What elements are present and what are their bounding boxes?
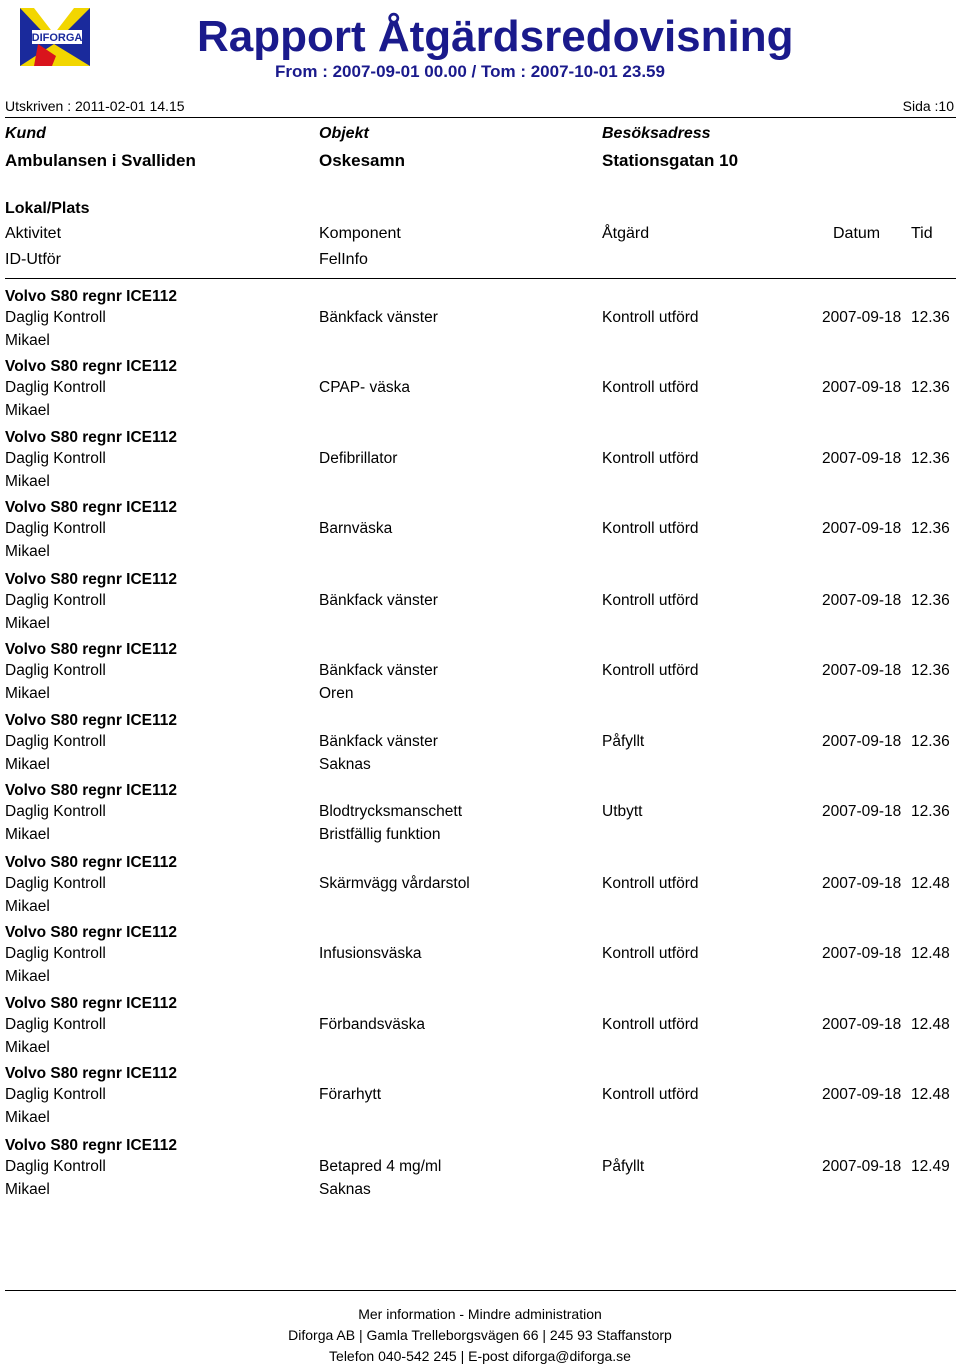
row-aktivitet: Daglig Kontroll [5, 592, 106, 609]
row-utforare: Mikael [5, 1181, 50, 1198]
row-lokal: Volvo S80 regnr ICE112 [5, 571, 178, 588]
row-atgard: Kontroll utförd [602, 520, 699, 537]
row-utforare: Mikael [5, 543, 50, 560]
row-atgard: Kontroll utförd [602, 945, 699, 962]
row-lokal: Volvo S80 regnr ICE112 [5, 995, 178, 1012]
row-lokal: Volvo S80 regnr ICE112 [5, 641, 178, 658]
logo-text: DIFORGA [31, 32, 83, 44]
row-utforare: Mikael [5, 685, 50, 702]
row-lokal: Volvo S80 regnr ICE112 [5, 712, 178, 729]
row-komponent: Bänkfack vänster [319, 309, 438, 326]
row-lokal: Volvo S80 regnr ICE112 [5, 854, 178, 871]
row-komponent: Infusionsväska [319, 945, 422, 962]
row-datum: 2007-09-18 [822, 1158, 902, 1175]
row-komponent: Barnväska [319, 520, 393, 537]
row-utforare: Mikael [5, 1039, 50, 1056]
row-tid: 12.49 [911, 1158, 950, 1175]
row-utforare: Mikael [5, 1109, 50, 1126]
row-komponent: Bänkfack vänster [319, 592, 438, 609]
col-id-utfor: ID-Utför [5, 251, 61, 268]
row-komponent: Blodtrycksmanschett [319, 803, 462, 820]
row-felinfo: Saknas [319, 756, 371, 773]
row-aktivitet: Daglig Kontroll [5, 450, 106, 467]
row-tid: 12.36 [911, 662, 950, 679]
report-title: Rapport Åtgärdsredovisning [197, 12, 794, 61]
adress-value: Stationsgatan 10 [602, 151, 739, 170]
col-atgard: Åtgärd [602, 225, 650, 242]
row-datum: 2007-09-18 [822, 309, 902, 326]
row-atgard: Kontroll utförd [602, 450, 699, 467]
row-aktivitet: Daglig Kontroll [5, 945, 106, 962]
row-aktivitet: Daglig Kontroll [5, 309, 106, 326]
row-datum: 2007-09-18 [822, 945, 902, 962]
row-lokal: Volvo S80 regnr ICE112 [5, 782, 178, 799]
row-komponent: Betapred 4 mg/ml [319, 1158, 442, 1175]
row-atgard: Påfyllt [602, 1158, 645, 1175]
row-datum: 2007-09-18 [822, 733, 902, 750]
col-datum: Datum [833, 225, 881, 242]
row-lokal: Volvo S80 regnr ICE112 [5, 288, 178, 305]
row-tid: 12.36 [911, 309, 950, 326]
col-komponent: Komponent [319, 225, 401, 242]
divider [5, 1290, 956, 1291]
row-lokal: Volvo S80 regnr ICE112 [5, 429, 178, 446]
kund-value: Ambulansen i Svalliden [5, 151, 196, 170]
row-komponent: Defibrillator [319, 450, 398, 467]
row-aktivitet: Daglig Kontroll [5, 1086, 106, 1103]
row-komponent: Förarhytt [319, 1086, 382, 1103]
footer-contact: Telefon 040-542 245 | E-post diforga@diforga.se [329, 1348, 631, 1364]
row-aktivitet: Daglig Kontroll [5, 733, 106, 750]
row-tid: 12.36 [911, 803, 950, 820]
row-aktivitet: Daglig Kontroll [5, 875, 106, 892]
row-utforare: Mikael [5, 615, 50, 632]
footer-address: Diforga AB | Gamla Trelleborgsvägen 66 | 245 93 Staffanstorp [288, 1327, 672, 1343]
row-aktivitet: Daglig Kontroll [5, 803, 106, 820]
row-tid: 12.48 [911, 1016, 950, 1033]
row-lokal: Volvo S80 regnr ICE112 [5, 358, 178, 375]
kund-label: Kund [5, 125, 46, 142]
objekt-label: Objekt [319, 125, 369, 142]
row-tid: 12.36 [911, 520, 950, 537]
row-tid: 12.36 [911, 379, 950, 396]
divider [5, 278, 956, 279]
row-lokal: Volvo S80 regnr ICE112 [5, 499, 178, 516]
row-tid: 12.48 [911, 1086, 950, 1103]
row-atgard: Kontroll utförd [602, 379, 699, 396]
row-aktivitet: Daglig Kontroll [5, 1016, 106, 1033]
row-komponent: Bänkfack vänster [319, 662, 438, 679]
row-atgard: Kontroll utförd [602, 592, 699, 609]
col-lokal: Lokal/Plats [5, 200, 90, 217]
row-lokal: Volvo S80 regnr ICE112 [5, 924, 178, 941]
row-komponent: CPAP- väska [319, 379, 411, 396]
row-felinfo: Bristfällig funktion [319, 826, 441, 843]
row-atgard: Utbytt [602, 803, 643, 820]
row-aktivitet: Daglig Kontroll [5, 379, 106, 396]
row-datum: 2007-09-18 [822, 450, 902, 467]
row-datum: 2007-09-18 [822, 520, 902, 537]
row-komponent: Skärmvägg vårdarstol [319, 875, 470, 892]
row-datum: 2007-09-18 [822, 662, 902, 679]
row-tid: 12.36 [911, 450, 950, 467]
row-tid: 12.48 [911, 945, 950, 962]
row-felinfo: Oren [319, 685, 354, 702]
row-aktivitet: Daglig Kontroll [5, 520, 106, 537]
objekt-value: Oskesamn [319, 151, 405, 170]
row-utforare: Mikael [5, 332, 50, 349]
diforga-logo [14, 4, 98, 70]
row-atgard: Påfyllt [602, 733, 645, 750]
row-atgard: Kontroll utförd [602, 1016, 699, 1033]
row-atgard: Kontroll utförd [602, 875, 699, 892]
row-aktivitet: Daglig Kontroll [5, 1158, 106, 1175]
col-aktivitet: Aktivitet [5, 225, 62, 242]
col-felinfo: FelInfo [319, 251, 368, 268]
row-tid: 12.36 [911, 592, 950, 609]
row-aktivitet: Daglig Kontroll [5, 662, 106, 679]
row-felinfo: Saknas [319, 1181, 371, 1198]
row-utforare: Mikael [5, 968, 50, 985]
row-datum: 2007-09-18 [822, 1016, 902, 1033]
row-datum: 2007-09-18 [822, 803, 902, 820]
printed-date: Utskriven : 2011-02-01 14.15 [5, 98, 185, 114]
row-datum: 2007-09-18 [822, 1086, 902, 1103]
row-utforare: Mikael [5, 756, 50, 773]
row-tid: 12.36 [911, 733, 950, 750]
row-utforare: Mikael [5, 473, 50, 490]
row-utforare: Mikael [5, 898, 50, 915]
row-datum: 2007-09-18 [822, 875, 902, 892]
col-tid: Tid [911, 225, 933, 242]
row-komponent: Bänkfack vänster [319, 733, 438, 750]
row-atgard: Kontroll utförd [602, 1086, 699, 1103]
row-utforare: Mikael [5, 402, 50, 419]
row-datum: 2007-09-18 [822, 592, 902, 609]
row-lokal: Volvo S80 regnr ICE112 [5, 1065, 178, 1082]
row-komponent: Förbandsväska [319, 1016, 425, 1033]
footer-tagline: Mer information - Mindre administration [358, 1306, 602, 1322]
date-range: From : 2007-09-01 00.00 / Tom : 2007-10-01 23.59 [275, 62, 665, 81]
row-datum: 2007-09-18 [822, 379, 902, 396]
row-atgard: Kontroll utförd [602, 309, 699, 326]
row-atgard: Kontroll utförd [602, 662, 699, 679]
divider [5, 117, 956, 118]
page-number: Sida :10 [902, 98, 954, 114]
row-utforare: Mikael [5, 826, 50, 843]
adress-label: Besöksadress [602, 125, 711, 142]
row-tid: 12.48 [911, 875, 950, 892]
row-lokal: Volvo S80 regnr ICE112 [5, 1137, 178, 1154]
